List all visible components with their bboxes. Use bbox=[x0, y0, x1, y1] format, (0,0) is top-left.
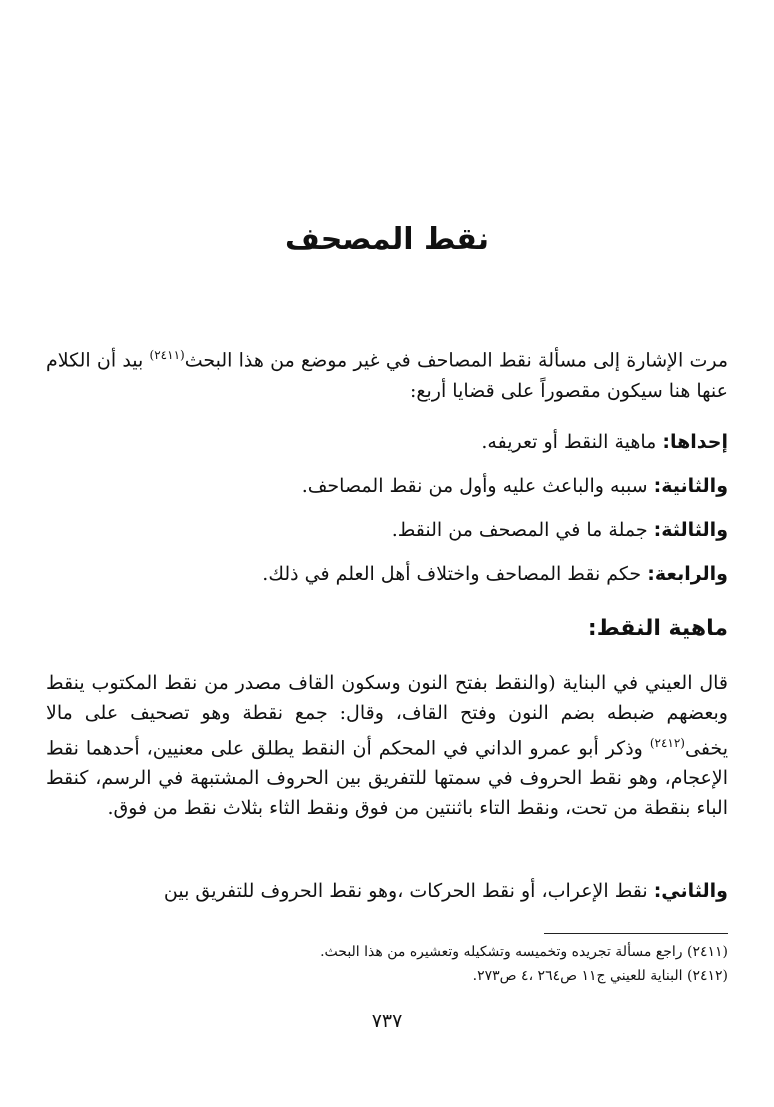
intro-text-continued: بيد أن الكلام عنها هنا سيكون مقصوراً على قضايا أربع: bbox=[46, 349, 728, 403]
list-item bbox=[60, 552, 728, 596]
item-lead: والثالثة: bbox=[653, 519, 728, 541]
second-meaning-paragraph bbox=[46, 876, 728, 907]
item-lead: إحداها: bbox=[662, 431, 728, 453]
item-text: حكم نقط المصاحف واختلاف أهل العلم في ذلك. bbox=[262, 563, 648, 585]
list-item bbox=[60, 420, 728, 464]
item-text: جملة ما في المصحف من النقط. bbox=[391, 519, 654, 541]
item-lead: والرابعة: bbox=[647, 563, 728, 585]
footnote-item: (٢٤١١) راجع مسألة تجريده وتخميسه وتشكيله وتعشيره من هذا البحث. bbox=[320, 944, 728, 960]
item-text: سببه والباعث عليه وأول من نقط المصاحف. bbox=[301, 475, 654, 497]
footnotes bbox=[46, 940, 728, 988]
footnote-ref-2412[interactable]: (٢٤١٢) bbox=[649, 736, 685, 750]
second-meaning-text: نقط الإعراب، أو نقط الحركات ،وهو نقط الحروف للتفريق بين bbox=[163, 880, 654, 902]
intro-paragraph bbox=[46, 340, 728, 407]
list-item bbox=[60, 508, 728, 552]
definition-paragraph bbox=[46, 668, 728, 823]
definition-text-continued: وذكر أبو عمرو الداني في المحكم أن النقط يطلق على معنيين، أحدهما نقط الإعجام، وهو نقط الحروف في سمتها للتفريق بين الحروف المشتبهة في الرسم، كنقط الباء بنقطة من تحت، ونقط التاء باثنتين من فوق ونقط الثاء بثلاث نقط من فوق. bbox=[46, 737, 728, 820]
definition-text: قال العيني في البناية (والنقط بفتح النون وسكون القاف مصدر من نقط المكتوب ينقط وبعضهم ضبطه بضم النون وفتح القاف، وقال: جمع نقطة وهو تصحيف على مالا يخفى bbox=[46, 672, 728, 760]
footnote-divider bbox=[544, 933, 728, 934]
second-meaning-lead: والثاني: bbox=[653, 880, 728, 902]
page-title: نقط المصحف bbox=[285, 222, 489, 257]
footnote-item: (٢٤١٢) البناية للعيني ج١١ ص٢٦٤ ،٤ ص٢٧٣. bbox=[472, 968, 728, 984]
issues-list bbox=[60, 420, 728, 596]
footnote-ref-2411[interactable]: (٢٤١١) bbox=[149, 348, 185, 362]
list-item bbox=[60, 464, 728, 508]
page-number: ٧٣٧ bbox=[371, 1010, 403, 1032]
intro-text: مرت الإشارة إلى مسألة نقط المصاحف في غير موضع من هذا البحث bbox=[184, 349, 728, 372]
item-lead: والثانية: bbox=[653, 475, 728, 497]
item-text: ماهية النقط أو تعريفه. bbox=[481, 431, 663, 453]
section-heading: ماهية النقط: bbox=[587, 616, 728, 641]
